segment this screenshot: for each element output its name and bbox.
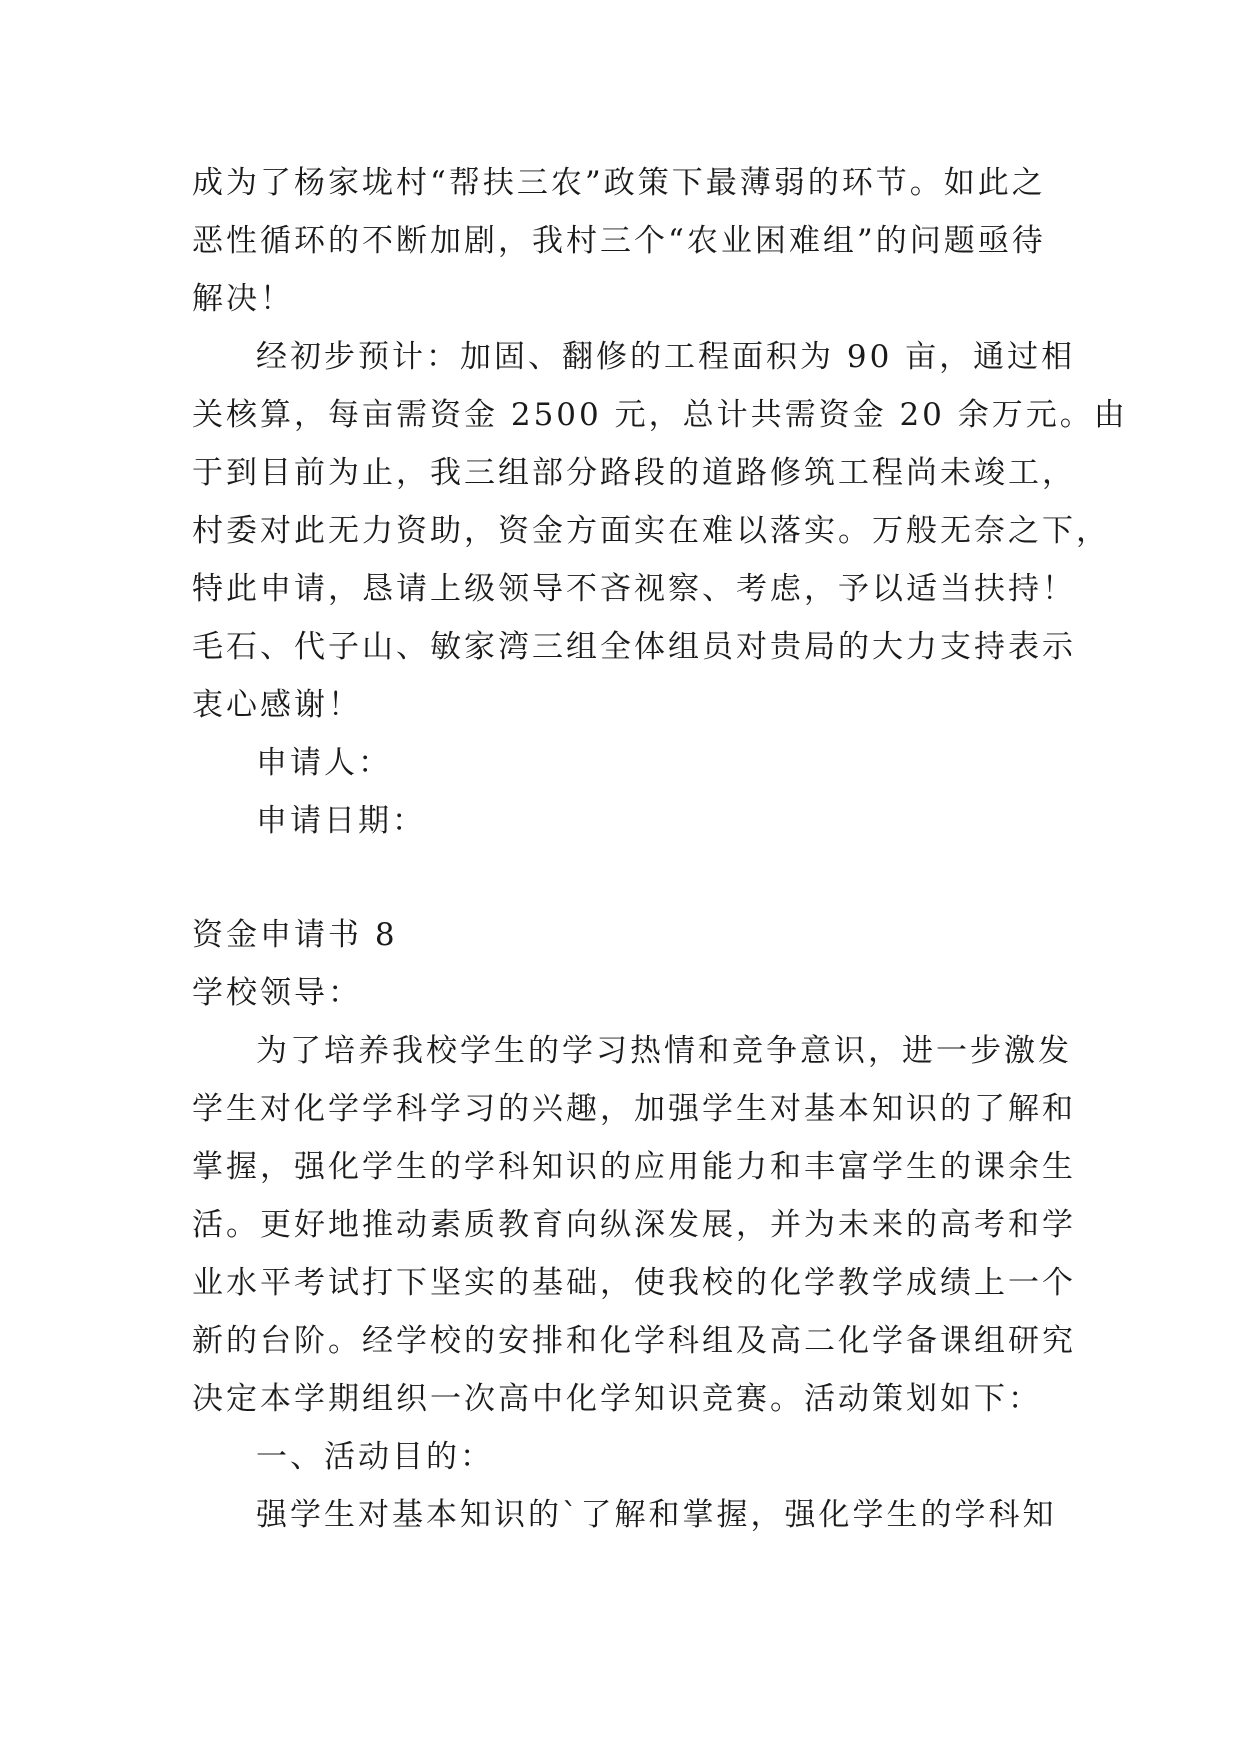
text-line: 业水平考试打下坚实的基础，使我校的化学教学成绩上一个: [192, 1265, 1076, 1301]
text-line: 成为了杨家垅村“帮扶三农”政策下最薄弱的环节。如此之: [192, 165, 1046, 201]
text-line: 衷心感谢！: [192, 687, 362, 723]
text-line: 活。更好地推动素质教育向纵深发展，并为未来的高考和学: [192, 1207, 1076, 1243]
salutation: 学校领导：: [192, 975, 362, 1011]
text-line: 掌握，强化学生的学科知识的应用能力和丰富学生的课余生: [192, 1149, 1076, 1185]
text-line: 恶性循环的不断加剧，我村三个“农业困难组”的问题亟待: [192, 223, 1046, 259]
text-line: 于到目前为止，我三组部分路段的道路修筑工程尚未竣工，: [192, 455, 1076, 491]
applicant-label: 申请人：: [256, 745, 392, 781]
text-line: 毛石、代子山、敏家湾三组全体组员对贵局的大力支持表示: [192, 629, 1076, 665]
text-line: 特此申请，恳请上级领导不吝视察、考虑，予以适当扶持！: [192, 571, 1076, 607]
text-line: 学生对化学学科学习的兴趣，加强学生对基本知识的了解和: [192, 1091, 1076, 1127]
text-line: 决定本学期组织一次高中化学知识竞赛。活动策划如下：: [192, 1381, 1042, 1417]
text-line: 经初步预计：加固、翻修的工程面积为 90 亩，通过相: [256, 339, 1076, 375]
section-heading: 一、活动目的：: [256, 1439, 494, 1475]
text-line: 为了培养我校学生的学习热情和竞争意识，进一步激发: [256, 1033, 1072, 1069]
text-line: 新的台阶。经学校的安排和化学科组及高二化学备课组研究: [192, 1323, 1076, 1359]
text-line: 强学生对基本知识的`了解和掌握，强化学生的学科知: [256, 1497, 1057, 1533]
section-title: 资金申请书 8: [192, 917, 398, 953]
text-line: 村委对此无力资助，资金方面实在难以落实。万般无奈之下，: [192, 513, 1110, 549]
text-line: 解决！: [192, 281, 294, 317]
application-date-label: 申请日期：: [256, 803, 426, 839]
text-line: 关核算，每亩需资金 2500 元，总计共需资金 20 余万元。由: [192, 397, 1128, 433]
